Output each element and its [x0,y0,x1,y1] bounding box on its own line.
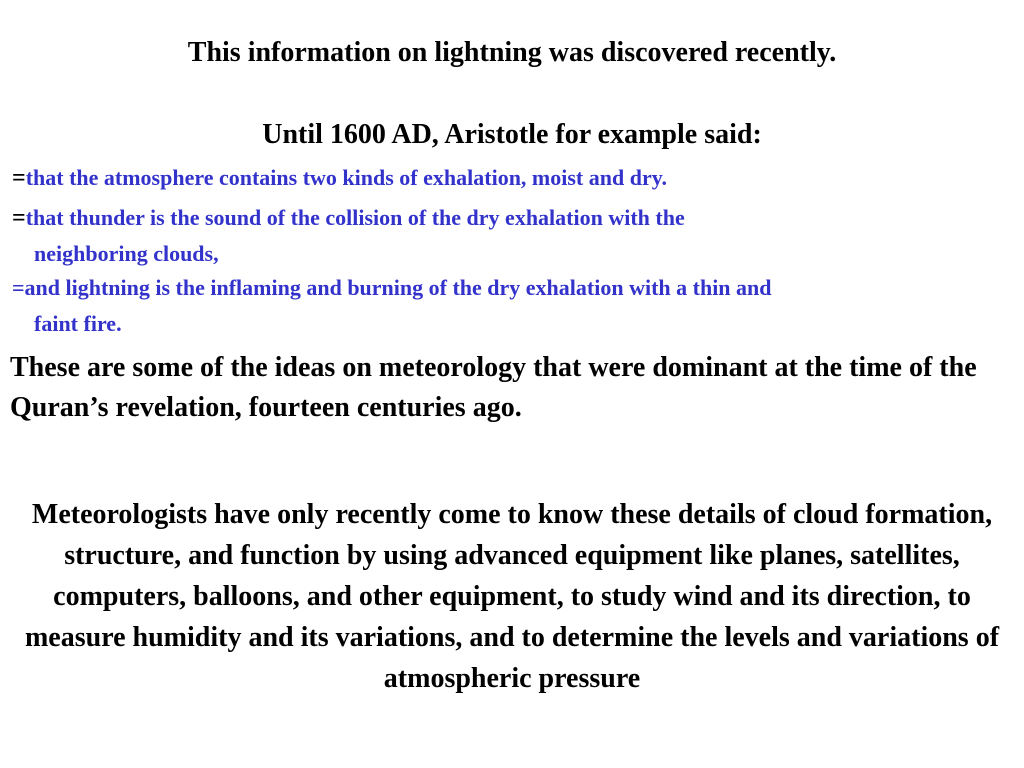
slide-title: This information on lightning was discovered recently. [187,37,837,68]
bullet-marker: = [12,205,26,231]
bullet-item-1 [12,160,1012,196]
body-paragraph-1: These are some of the ideas on meteorology that were dominant at the time of the Quran’s revelation, fourteen centuries ago. [10,352,977,423]
bullet-text: that thunder is the sound of the collision of the dry exhalation with the [25,205,685,230]
bullet-continuation: neighboring clouds, [34,241,219,266]
bullet-text: and lightning is the inflaming and burning of the dry exhalation with a thin and [24,275,772,300]
bullet-marker: = [12,165,26,191]
bullet-text: that the atmosphere contains two kinds of exhalation, moist and dry. [25,165,668,190]
bullet-marker: = [12,275,25,300]
bullet-continuation: faint fire. [34,311,122,336]
slide-subtitle: Until 1600 AD, Aristotle for example said: [262,119,762,150]
bullet-item-3 [12,270,1012,342]
bullet-item-2 [12,200,1012,272]
body-paragraph-2: Meteorologists have only recently come to know these details of cloud formation, structure, and function by using advanced equipment like planes, satellites, computers, balloons, and other equipment, to study wind and its direction, to measure humidity and its variations, and to determine the levels and variations of atmospheric pressure [24,499,1000,694]
